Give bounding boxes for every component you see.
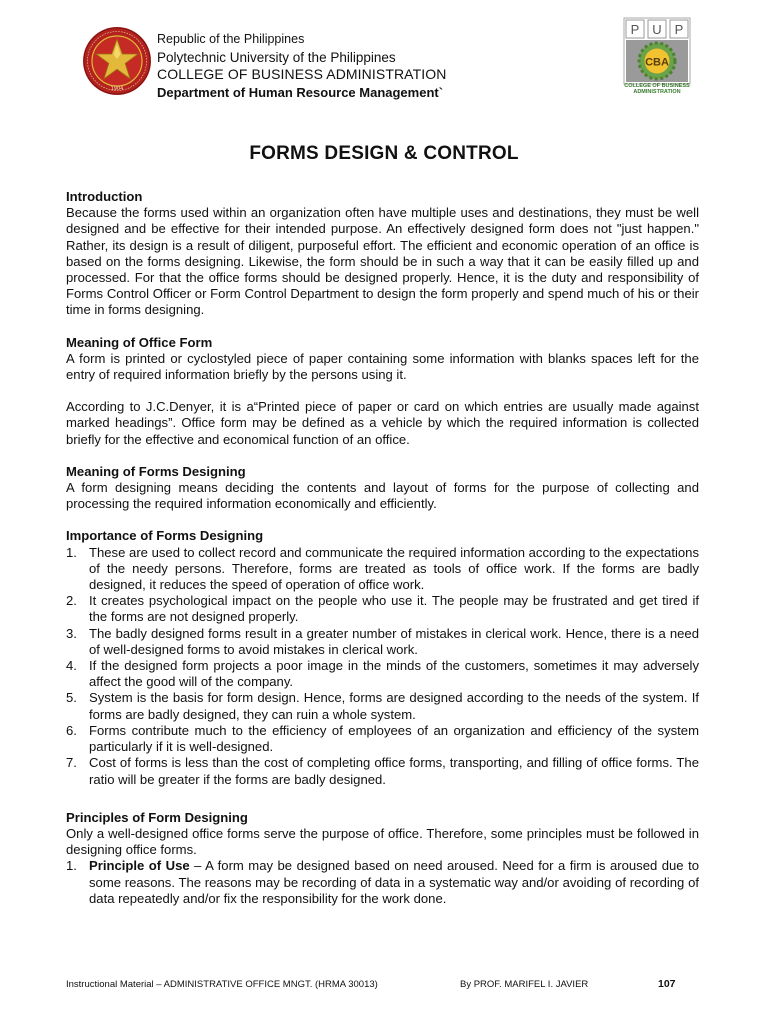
- header-department: Department of Human Resource Management`: [157, 84, 444, 100]
- cba-logo-caption: COLLEGE OF BUSINESS ADMINISTRATION: [624, 83, 690, 95]
- forms-designing-definition: A form designing means deciding the contents and layout of forms for the purpose of collecting and processing the required information economically and efficiently.: [66, 480, 699, 512]
- footer-author: By PROF. MARIFEL I. JAVIER: [460, 979, 589, 990]
- svg-text:P: P: [674, 22, 684, 37]
- list-item: 3. The badly designed forms result in a greater number of mistakes in clerical work. Hence, there is a need of well-designed forms to avoid mistakes in clerical work.: [66, 625, 699, 657]
- list-item: 4. If the designed form projects a poor image in the minds of the customers, sometimes it may adversely affect the good will of the company.: [66, 658, 699, 690]
- page-footer: [66, 979, 696, 993]
- list-item: 2. It creates psychological impact on the people who use it. The people may be frustrated and get tired if the forms are not designed properly.: [66, 593, 699, 625]
- list-item: 5. System is the basis for form design. Hence, forms are designed according to the needs of the system. If forms are badly designed, they can ruin a whole system.: [66, 690, 699, 722]
- svg-text:P: P: [630, 22, 640, 37]
- svg-text:U: U: [652, 22, 662, 37]
- section-heading-introduction: Introduction: [66, 189, 143, 204]
- denyer-definition: According to J.C.Denyer, it is a“Printed piece of paper or card on which entries are usually made against marked headings”. Office form may be defined as a vehicle by which the required information is collected briefly for the effective and economical function of an office.: [66, 399, 699, 447]
- header-university: Polytechnic University of the Philippines: [157, 49, 396, 65]
- principle-term: Principle of Use: [89, 858, 190, 874]
- footer-course: Instructional Material – ADMINISTRATIVE OFFICE MNGT. (HRMA 30013): [66, 979, 378, 990]
- principles-list: [66, 858, 699, 907]
- svg-text:1904: 1904: [110, 86, 124, 92]
- section-heading-meaning-forms-designing: Meaning of Forms Designing: [66, 463, 246, 479]
- document-body: [66, 189, 699, 907]
- page-title: FORMS DESIGN & CONTROL: [249, 143, 519, 164]
- header-college: COLLEGE OF BUSINESS ADMINISTRATION: [157, 66, 447, 82]
- importance-list: [66, 545, 699, 788]
- university-seal-icon: [82, 26, 152, 96]
- institution-block: [157, 31, 446, 101]
- list-item: 1. Principle of Use – A form may be designed based on need aroused. Need for a firm is aroused due to some reasons. The reasons may be recording of data in a systematic way and/or avoiding of recording of data repeatedly and/or fix the responsibility for the work done.: [66, 858, 699, 906]
- section-heading-meaning-office-form: Meaning of Office Form: [66, 334, 213, 350]
- page-number: 107: [658, 978, 676, 990]
- office-form-definition: A form is printed or cyclostyled piece of paper containing some information with blanks spaces left for the entry of required information briefly by the persons using it.: [66, 350, 699, 383]
- page-header: [0, 0, 768, 110]
- principles-intro: Only a well-designed office forms serve the purpose of office. Therefore, some principles must be followed in designing office forms.: [66, 825, 699, 858]
- list-item: 7. Cost of forms is less than the cost of completing office forms, transporting, and filling of office forms. The ratio will be greater if the forms are badly designed.: [66, 755, 699, 787]
- section-heading-importance: Importance of Forms Designing: [66, 528, 264, 544]
- list-item: 1. These are used to collect record and communicate the required information according to the expectations of the needy persons. Therefore, forms are treated as tools of office work. If the forms are badly designed, it reduces the speed of operation of office work.: [66, 544, 699, 593]
- header-republic: Republic of the Philippines: [157, 32, 305, 46]
- section-heading-principles: Principles of Form Designing: [66, 809, 248, 825]
- svg-text:CBA: CBA: [645, 56, 669, 69]
- list-item: 6. Forms contribute much to the efficiency of employees of an organization and efficiency of the system particularly if it is well-designed.: [66, 722, 699, 755]
- introduction-paragraph: Because the forms used within an organization often have multiple uses and destinations, they must be well designed and be effective for their intended purpose. An effectively designed form does not "just happen." Rather, its design is a result of diligent, purposeful effort. The efficient and economic operation of an office is based on the forms designing. Likewise, the form should be in such a way that it can be easily filled up and processed. For that the office forms should be designed properly. Hence, it is the duty and responsibility of Forms Control Officer or Form Control Department to design the form properly and spend much of his or their time in forms designing.: [66, 205, 699, 318]
